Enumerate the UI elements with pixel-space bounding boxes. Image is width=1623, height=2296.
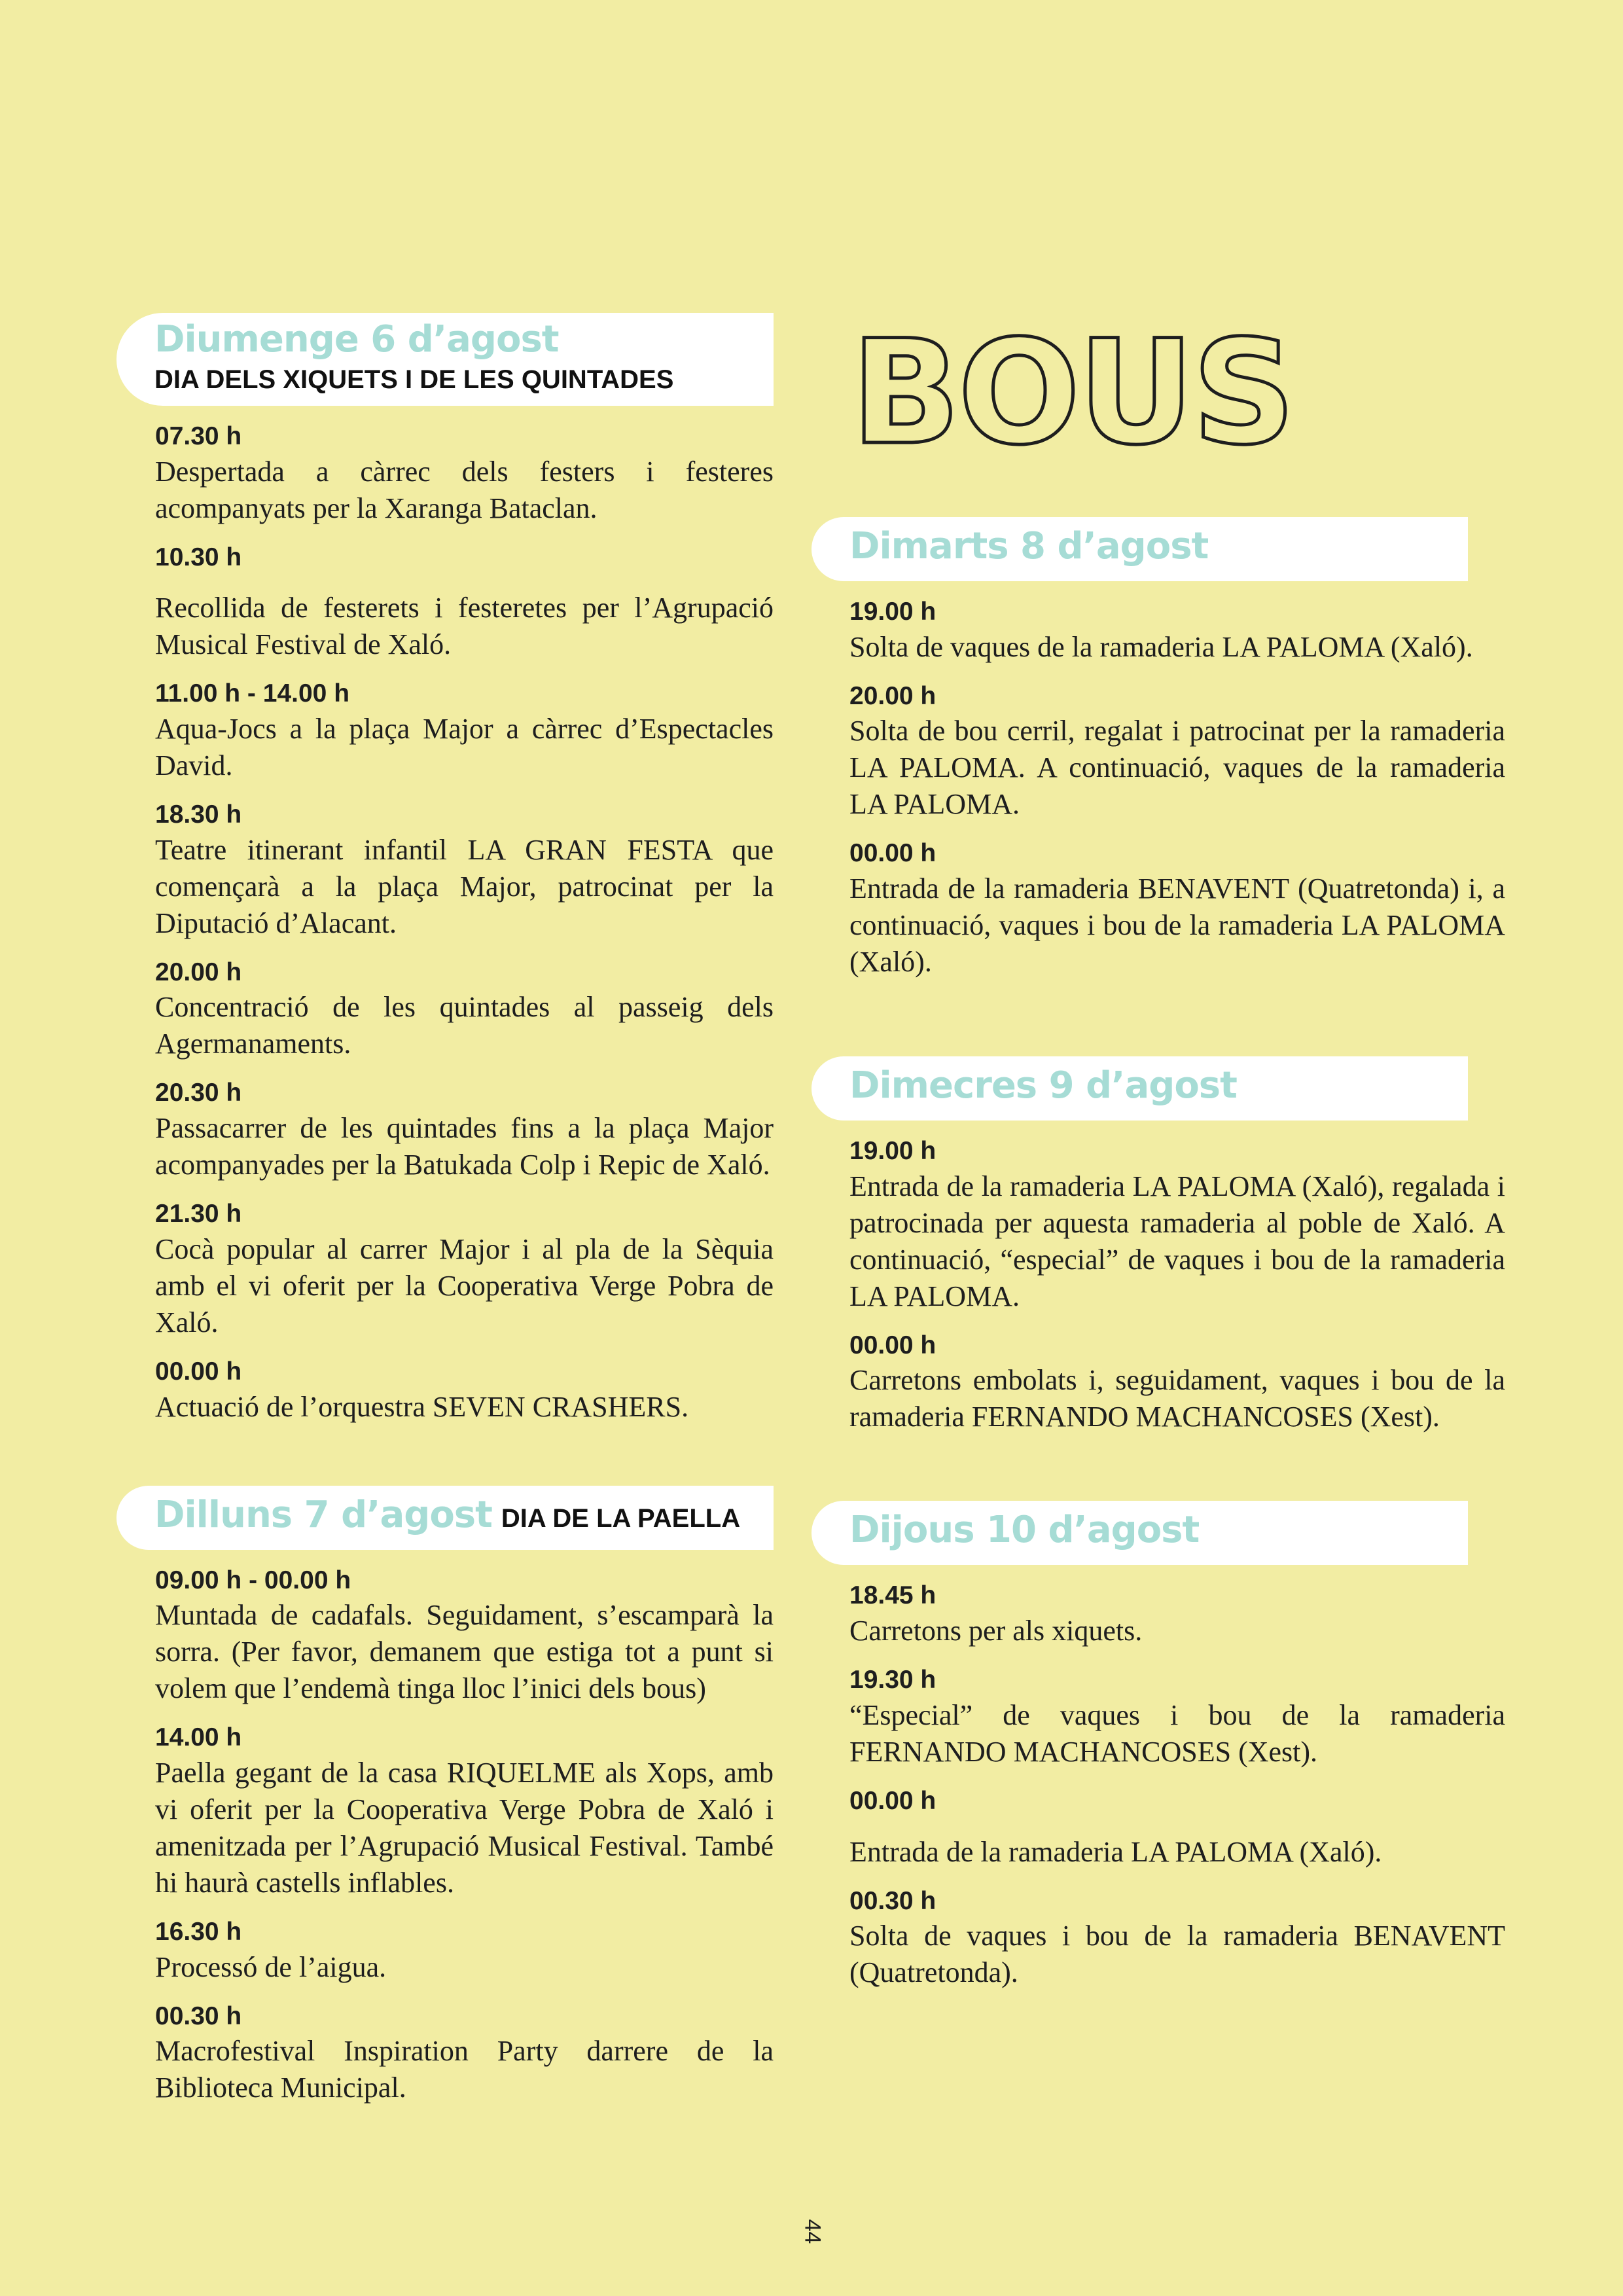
event-time: 10.30 h bbox=[155, 543, 242, 571]
event-description: Muntada de cadafals. Seguidament, s’escamparà la sorra. (Per favor, demanem que estiga tot a punt si volem que l’endemà tinga lloc l’inici dels bous) bbox=[155, 1599, 774, 1705]
event-time: 00.00 h bbox=[849, 1331, 936, 1359]
event-description: Actuació de l’orquestra SEVEN CRASHERS. bbox=[155, 1390, 689, 1423]
event-time: 20.30 h bbox=[155, 1079, 242, 1107]
event-time: 00.30 h bbox=[849, 1886, 936, 1915]
event-item bbox=[155, 1916, 774, 1986]
event-item bbox=[155, 1077, 774, 1183]
event-item bbox=[155, 1355, 774, 1426]
event-description: “Especial” de vaques i bou de la ramaderia FERNANDO MACHANCOSES (Xest). bbox=[849, 1698, 1505, 1768]
event-description: Aqua-Jocs a la plaça Major a càrrec d’Espectacles David. bbox=[155, 713, 774, 782]
event-description: Paella gegant de la casa RIQUELME als Xops, amb vi oferit per la Cooperativa Verge Pobra de Xaló i amenitzada per l’Agrupació Musical Festival. També hi haurà castells inflables. bbox=[155, 1756, 774, 1899]
event-description: Macrofestival Inspiration Party darrere de la Biblioteca Municipal. bbox=[155, 2035, 774, 2104]
event-description: Recollida de festerets i festeretes per l’Agrupació Musical Festival de Xaló. bbox=[155, 592, 774, 661]
event-item bbox=[849, 1785, 1505, 1871]
event-description: Processó de l’aigua. bbox=[155, 1950, 387, 1983]
event-description: Carretons per als xiquets. bbox=[849, 1615, 1143, 1647]
event-item bbox=[849, 1885, 1505, 1992]
event-time: 18.45 h bbox=[849, 1581, 936, 1610]
event-item bbox=[155, 420, 774, 527]
day-subtitle: DIA DELS XIQUETS I DE LES QUINTADES bbox=[154, 365, 674, 394]
event-item bbox=[155, 956, 774, 1063]
event-description: Solta de vaques i bou de la ramaderia BENAVENT (Quatretonda). bbox=[849, 1920, 1505, 1989]
event-item bbox=[155, 798, 774, 942]
event-time: 00.00 h bbox=[849, 1786, 936, 1815]
day-subtitle: DIA DE LA PAELLA bbox=[501, 1503, 741, 1533]
event-time: 19.00 h bbox=[849, 598, 936, 626]
event-description: Carretons embolats i, seguidament, vaques i bou de la ramaderia FERNANDO MACHANCOSES (Xest). bbox=[849, 1364, 1505, 1433]
event-description: Despertada a càrrec dels festers i festeres acompanyats per la Xaranga Bataclan. bbox=[155, 455, 774, 524]
event-description: Entrada de la ramaderia LA PALOMA (Xaló). bbox=[849, 1835, 1382, 1868]
right-column bbox=[812, 517, 1505, 1991]
event-description: Teatre itinerant infantil LA GRAN FESTA que començarà a la plaça Major, patrocinat per la Diputació d’Alacant. bbox=[155, 833, 774, 939]
event-item bbox=[155, 1198, 774, 1341]
day-title: Dijous 10 d’agost bbox=[849, 1509, 1200, 1552]
event-item bbox=[849, 1664, 1505, 1770]
event-description: Entrada de la ramaderia LA PALOMA (Xaló), regalada i patrocinada per aquesta ramaderia al poble de Xaló. A continuació, “especial” de vaques i bou de la ramaderia LA PALOMA. bbox=[849, 1170, 1505, 1312]
event-item bbox=[849, 1579, 1505, 1649]
day-title: Dimecres 9 d’agost bbox=[849, 1064, 1237, 1107]
left-column bbox=[0, 313, 774, 2106]
event-list bbox=[0, 1564, 774, 2107]
event-time: 07.30 h bbox=[155, 422, 242, 450]
event-description: Passacarrer de les quintades fins a la plaça Major acompanyades per la Batukada Colp i Repic de Xaló. bbox=[155, 1112, 774, 1181]
event-description: Solta de vaques de la ramaderia LA PALOMA (Xaló). bbox=[849, 630, 1473, 663]
event-time: 14.00 h bbox=[155, 1723, 242, 1752]
event-description: Entrada de la ramaderia BENAVENT (Quatretonda) i, a continuació, vaques i bou de la ramaderia LA PALOMA (Xaló). bbox=[849, 872, 1505, 978]
event-description: Concentració de les quintades al passeig dels Agermanaments. bbox=[155, 991, 774, 1060]
event-time: 00.30 h bbox=[155, 2001, 242, 2030]
event-list bbox=[812, 596, 1505, 980]
event-time: 00.00 h bbox=[155, 1357, 242, 1386]
event-time: 19.00 h bbox=[849, 1137, 936, 1166]
day-header-dilluns bbox=[116, 1486, 774, 1550]
event-item bbox=[849, 596, 1505, 666]
event-item bbox=[849, 680, 1505, 823]
event-item bbox=[155, 1564, 774, 1708]
day-header-dijous bbox=[812, 1501, 1468, 1565]
day-header-diumenge bbox=[116, 313, 774, 406]
day-header-dimecres bbox=[812, 1056, 1468, 1121]
event-item bbox=[849, 1329, 1505, 1436]
event-description: Cocà popular al carrer Major i al pla de la Sèquia amb el vi oferit per la Cooperativa Verge Pobra de Xaló. bbox=[155, 1232, 774, 1338]
event-time: 00.00 h bbox=[849, 839, 936, 868]
event-time: 18.30 h bbox=[155, 800, 242, 829]
event-time: 16.30 h bbox=[155, 1917, 242, 1946]
event-list bbox=[812, 1579, 1505, 1991]
event-time: 21.30 h bbox=[155, 1200, 242, 1229]
event-item bbox=[155, 2000, 774, 2107]
event-item bbox=[155, 1721, 774, 1901]
event-item bbox=[155, 541, 774, 664]
event-time: 20.00 h bbox=[155, 958, 242, 986]
event-time: 09.00 h - 00.00 h bbox=[155, 1566, 351, 1594]
day-title: Dimarts 8 d’agost bbox=[849, 525, 1209, 567]
page-number: 44 bbox=[800, 2219, 825, 2244]
event-time: 11.00 h - 14.00 h bbox=[155, 679, 350, 708]
event-item bbox=[849, 1135, 1505, 1315]
day-title: Diumenge 6 d’agost bbox=[154, 318, 559, 361]
event-time: 20.00 h bbox=[849, 681, 936, 710]
day-header-dimarts bbox=[812, 517, 1468, 581]
event-item bbox=[155, 677, 774, 784]
event-item bbox=[849, 837, 1505, 980]
event-list bbox=[0, 420, 774, 1426]
day-title: Dilluns 7 d’agost bbox=[154, 1493, 492, 1536]
section-title: BOUS bbox=[851, 309, 1293, 476]
event-description: Solta de bou cerril, regalat i patrocinat per la ramaderia LA PALOMA. A continuació, vaques de la ramaderia LA PALOMA. bbox=[849, 715, 1505, 821]
event-list bbox=[812, 1135, 1505, 1435]
event-time: 19.30 h bbox=[849, 1666, 936, 1695]
